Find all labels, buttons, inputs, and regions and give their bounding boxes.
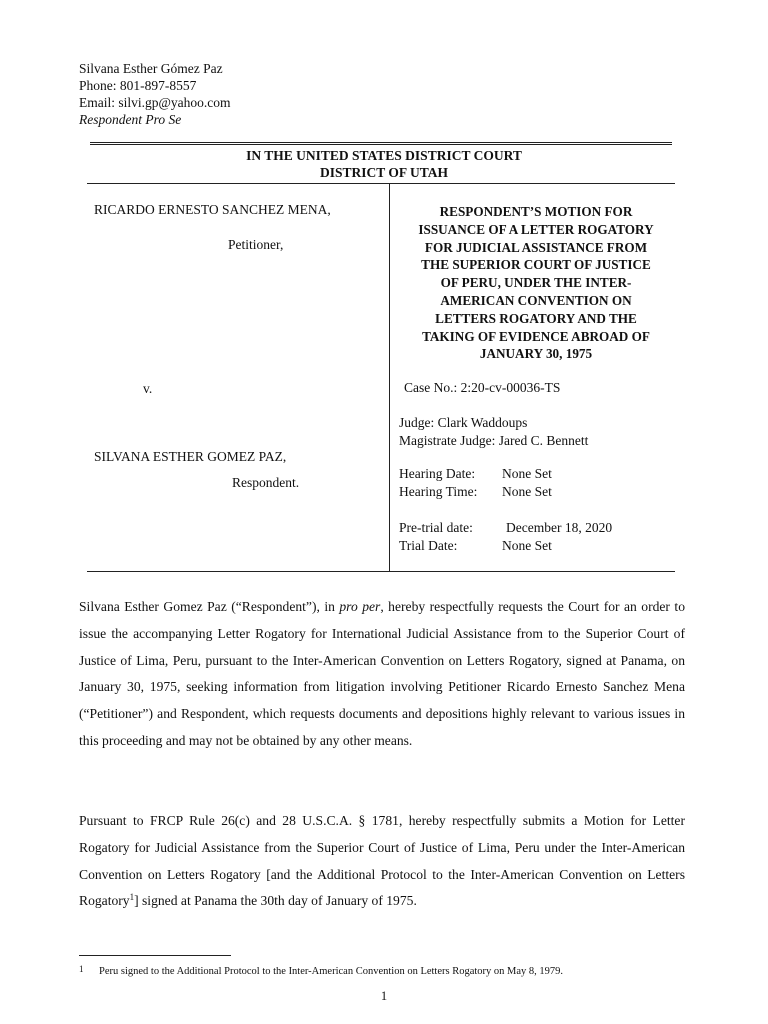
- petitioner-label: Petitioner,: [228, 237, 284, 252]
- party-phone: Phone: 801-897-8557: [79, 78, 197, 93]
- magistrate-judge: Magistrate Judge: Jared C. Bennett: [399, 432, 589, 448]
- footnote-reference[interactable]: 1: [129, 892, 135, 903]
- motion-title-line: TAKING OF EVIDENCE ABROAD OF: [422, 328, 650, 344]
- motion-title-line: JANUARY 30, 1975: [479, 346, 593, 362]
- footnote-number: 1: [79, 964, 84, 974]
- motion-title-line: AMERICAN CONVENTION ON: [440, 292, 632, 308]
- page-number: 1: [380, 989, 388, 1003]
- hearing-date-row: [399, 465, 552, 483]
- p1-italic: pro per: [339, 599, 381, 614]
- party-name: Silvana Esther Gómez Paz: [79, 61, 223, 76]
- motion-title-line: OF PERU, UNDER THE INTER-: [440, 275, 632, 291]
- caption-rule-bottom: [87, 571, 675, 572]
- hearing-time-label: Hearing Time:: [399, 483, 478, 499]
- petitioner-name: RICARDO ERNESTO SANCHEZ MENA,: [94, 202, 331, 217]
- hearing-date-value: None Set: [502, 466, 552, 481]
- case-number: Case No.: 2:20-cv-00036-TS: [404, 380, 561, 395]
- versus: v.: [143, 381, 153, 396]
- motion-title: [398, 203, 674, 363]
- body-paragraph-1: [79, 594, 685, 755]
- motion-title-line: LETTERS ROGATORY AND THE: [435, 310, 637, 326]
- body-paragraph-2: [79, 808, 685, 915]
- pretrial-row: [399, 519, 612, 537]
- p2-text-a: Pursuant to FRCP Rule 26(c) and 28 U.S.C.A. § 1781, hereby respectfully submits a Motion for Letter Rogatory for Judicial Assistance from the Superior Court of Justice of Lima, Peru under the Inter-American Convention on Letters Rogatory [and the Additional Protocol to the Inter-American Convention on Letters Rogatory: [79, 813, 685, 909]
- motion-title-line: THE SUPERIOR COURT OF JUSTICE: [421, 257, 651, 273]
- footnote-separator: [79, 955, 231, 956]
- p1-text-a: Silvana Esther Gomez Paz (“Respondent”), in: [79, 599, 340, 614]
- respondent-name: SILVANA ESTHER GOMEZ PAZ,: [94, 449, 287, 464]
- pretrial-value: December 18, 2020: [506, 520, 613, 535]
- footnote: [79, 963, 689, 978]
- respondent-label: Respondent.: [232, 475, 300, 490]
- judge: Judge: Clark Waddoups: [399, 415, 528, 430]
- p2-text-b: ] signed at Panama the 30th day of January of 1975.: [134, 893, 417, 909]
- motion-title-line: RESPONDENT’S MOTION FOR: [439, 204, 633, 219]
- court-district: DISTRICT OF UTAH: [319, 165, 449, 180]
- p1-text-b: , hereby respectfully requests the Court for an order to issue the accompanying Letter Rogatory for International Judicial Assistance from to the Superior Court of Justice of Lima, Peru, pursuant to the Inter-American Convention on Letters Rogatory, signed at Panama, on January 30, 1975, seeking information from litigation involving Petitioner Ricardo Ernesto Sanchez Mena (“Petitioner”) and Respondent, which requests documents and depositions highly relevant to various issues in this proceeding and may not be obtained by any other means.: [79, 599, 685, 748]
- trial-date-label: Trial Date:: [399, 537, 458, 553]
- attorney-header: [79, 60, 231, 128]
- hearing-date-label: Hearing Date:: [399, 466, 476, 481]
- hearing-block: [399, 465, 552, 500]
- trial-date-row: [399, 537, 612, 555]
- motion-title-line: ISSUANCE OF A LETTER ROGATORY: [418, 221, 654, 237]
- header-rule-bottom: [90, 144, 672, 145]
- trial-date-value: None Set: [502, 537, 552, 553]
- pretrial-label: Pre-trial date:: [399, 520, 473, 535]
- party-email: Email: silvi.gp@yahoo.com: [79, 95, 231, 110]
- caption-divider: [389, 184, 390, 571]
- footnote-text: Peru signed to the Additional Protocol to the Inter-American Convention on Letters Rogatory on May 8, 1979.: [99, 966, 564, 977]
- trial-block: [399, 519, 612, 554]
- header-rule-top: [90, 142, 672, 143]
- hearing-time-row: [399, 483, 552, 501]
- party-role: Respondent Pro Se: [79, 112, 182, 127]
- court-name: IN THE UNITED STATES DISTRICT COURT: [246, 148, 522, 163]
- caption-rule-top: [87, 183, 675, 184]
- hearing-time-value: None Set: [502, 483, 552, 499]
- motion-title-line: FOR JUDICIAL ASSISTANCE FROM: [424, 239, 648, 255]
- judge-block: [399, 414, 588, 449]
